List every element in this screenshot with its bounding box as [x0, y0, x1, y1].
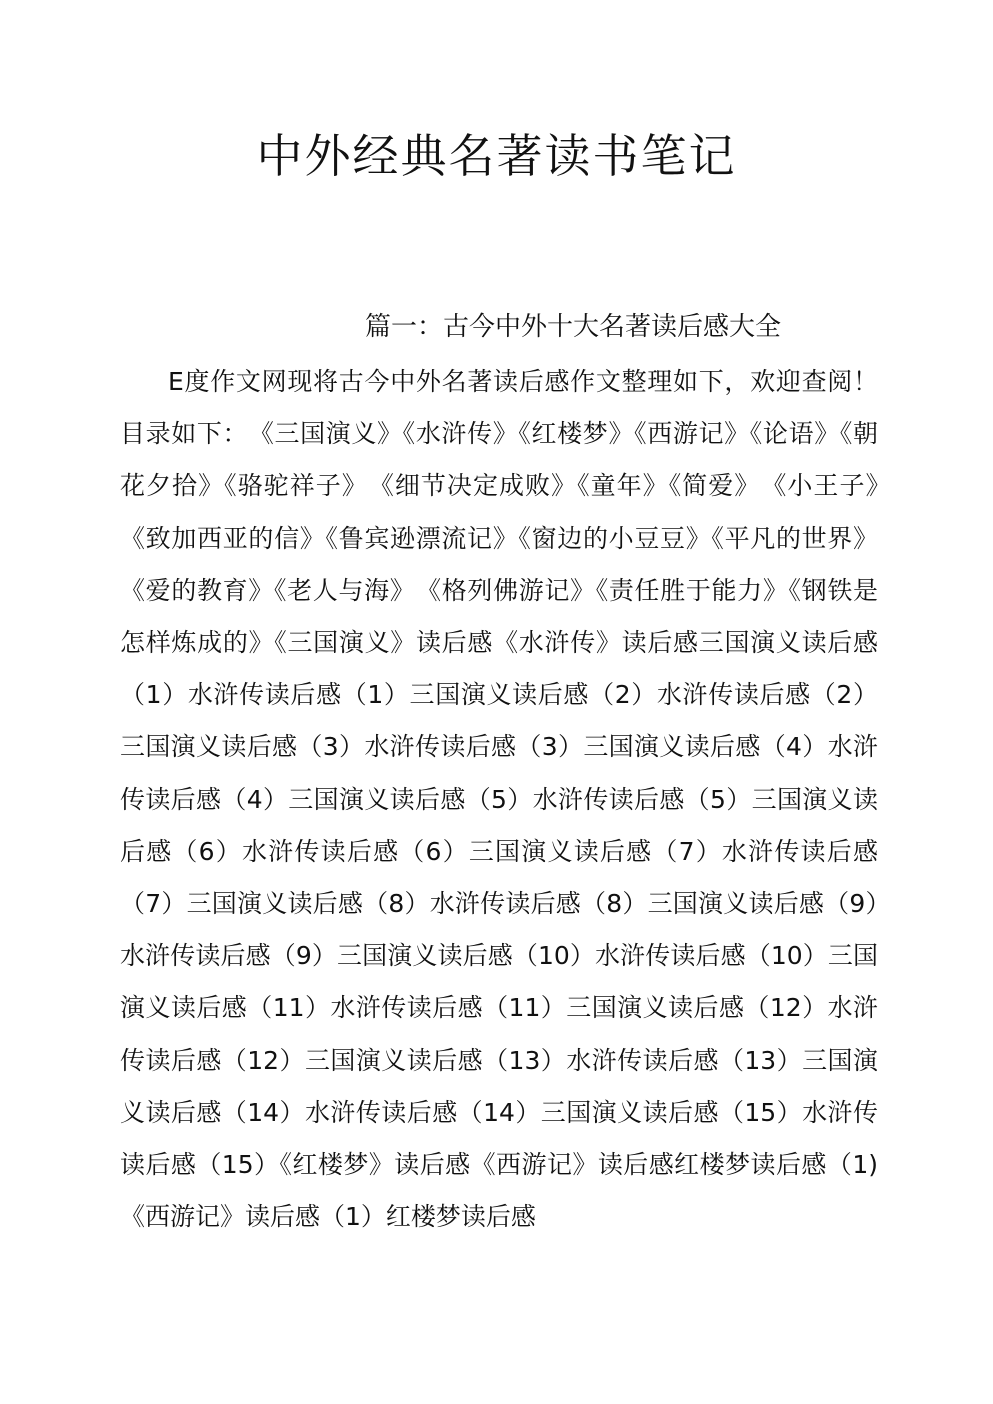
body-paragraph: E度作文网现将古今中外名著读后感作文整理如下，欢迎查阅！ 目录如下： 《三国演义》《水浒传》《红楼梦》《西游记》《论语》《朝花夕拾》《骆驼祥子》 《细节决定成败》《童年》《简爱》 《小王子》 《致加西亚的信》《鲁宾逊漂流记》《窗边的小豆豆》《平凡的世界》《爱的教育》《老人与海》 《格列佛游记》《责任胜于能力》《钢铁是怎样炼成的》《三国演义》读后感《水浒传》读后感三国演义读后感（1）水浒传读后感（1）三国演义读后感（2）水浒传读后感（2）三国演义读后感（3）水浒传读后感（3）三国演义读后感（4）水浒传读后感（4）三国演义读后感（5）水浒传读后感（5）三国演义读后感（6）水浒传读后感（6）三国演义读后感（7）水浒传读后感（7）三国演义读后感（8）水浒传读后感（8）三国演义读后感（9）水浒传读后感（9）三国演义读后感（10）水浒传读后感（10）三国演义读后感（11）水浒传读后感（11）三国演义读后感（12）水浒传读后感（12）三国演义读后感（13）水浒传读后感（13）三国演义读后感（14）水浒传读后感（14）三国演义读后感（15）水浒传读后感（15）《红楼梦》读后感《西游记》读后感红楼梦读后感（1)《西游记》读后感（1）红楼梦读后感	[120, 367, 929, 1232]
section-heading: 篇一：古今中外十大名著读后感大全	[365, 312, 782, 342]
document-title: 中外经典名著读书笔记	[256, 129, 737, 183]
